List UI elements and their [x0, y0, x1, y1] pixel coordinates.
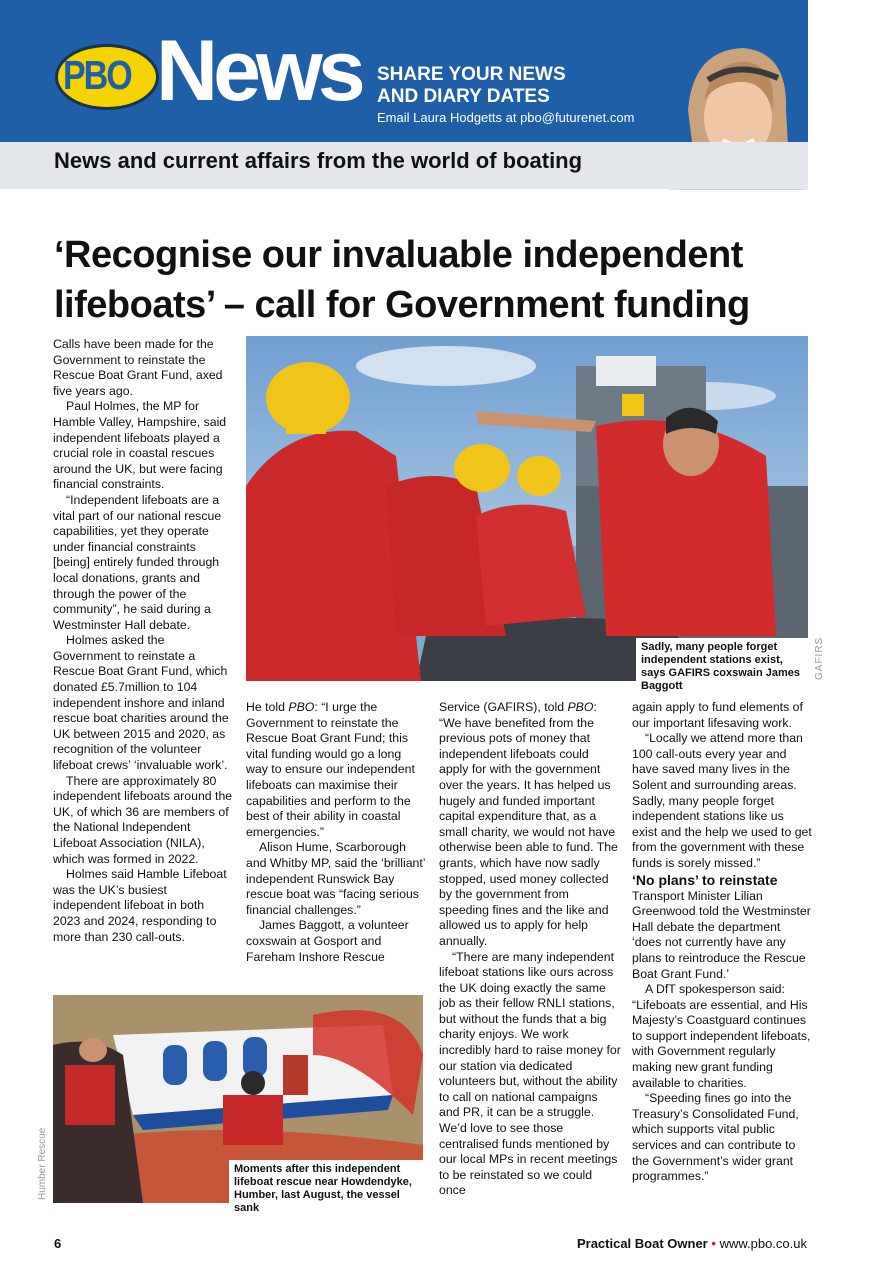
paragraph: He told PBO: “I urge the Government to reinstate the Rescue Boat Grant Fund; this vital funding would go a long way to ensure our independent lifeboats can maximise their capabilities and perform to the best of their ability in coastal emergencies.”	[246, 700, 415, 839]
contact-email: Email Laura Hodgetts at pbo@futurenet.com	[377, 110, 635, 125]
article-column-4	[632, 700, 812, 1185]
paragraph: James Baggott, a volunteer coxswain at Gosport and Fareham Inshore Rescue	[246, 918, 409, 964]
article-column-1	[53, 337, 233, 945]
strapline: News and current affairs from the world of boating	[54, 148, 583, 173]
publication-name: Practical Boat Owner	[576, 1236, 708, 1251]
page-footer	[577, 1236, 807, 1251]
paragraph: Service (GAFIRS), told PBO: “We have benefited from the previous pots of money that independent lifeboats could apply for with the government over the years. It has helped us hugely and funded important capital expenditure that, as a small charity, we would not have otherwise been able to fund. The grants, which have now sadly stopped, used money collected by the government from speeding fines and the like and allowed us to apply for help annually.	[439, 700, 618, 948]
headline-line1: ‘Recognise our invaluable independent	[54, 234, 743, 276]
paragraph: “There are many independent lifeboat stations like ours across the UK doing exactly the same job as their fellow RNLI stations, but without the funds that a big charity enjoys. We work incredibly hard to raise money for our station via dedicated volunteers but, without the ability to call on national campaigns and PR, it can be a struggle. We’d love to see those centralised funds mentioned by our local MPs in recent meetings to be reinstated so we could once	[439, 949, 621, 1198]
main-photo-credit: GAFIRS	[814, 636, 825, 680]
paragraph: Transport Minister Lilian Greenwood told the Westminster Hall debate the department ‘does not currently have any plans to reintroduce the Rescue Boat Grant Fund.’	[632, 888, 811, 981]
footer-separator: •	[711, 1236, 716, 1251]
paragraph: A DfT spokesperson said: “Lifeboats are essential, and His Majesty’s Coastguard continues to support independent lifeboats, with Government regularly making new grant funding available to charities.	[632, 982, 811, 1090]
pbo-logo-text: PBO	[63, 53, 131, 99]
paragraph: Holmes asked the Government to reinstate a Rescue Boat Grant Fund, which donated £5.7million to 104 independent inshore and inland rescue boat charities around the UK between 2015 and 2020, as recognition of the volunteer lifeboat crews’ ‘invaluable work’.	[53, 633, 229, 773]
article-column-2	[246, 700, 426, 965]
news-title: News	[156, 23, 361, 119]
second-photo-credit: Humber Rescue	[37, 1127, 48, 1200]
page-number: 6	[54, 1236, 62, 1251]
paragraph: “Independent lifeboats are a vital part of our national rescue capabilities, yet they operate under financial constraints [being] entirely funded through local donations, grants and through the power of the community”, he said during a Westminster Hall debate.	[53, 492, 222, 632]
paragraph: There are approximately 80 independent lifeboats around the UK, of which 36 are members of the National Independent Lifeboat Association (NILA), which was formed in 2022.	[53, 773, 233, 866]
paragraph: “Speeding fines go into the Treasury’s Consolidated Fund, which supports vital public services and can contribute to the Government’s wider grant programmes.”	[632, 1091, 799, 1184]
headline-line2: lifeboats’ – call for Government funding	[54, 284, 750, 326]
share-news-line2: AND DIARY DATES	[377, 86, 550, 107]
paragraph: Alison Hume, Scarborough and Whitby MP, said the ‘brilliant’ independent Runswick Bay rescue boat was “facing serious financial challenges.”	[246, 840, 426, 917]
share-news-line1: SHARE YOUR NEWS	[377, 64, 566, 85]
main-photo-lifeboat-crew	[246, 336, 808, 681]
paragraph: Holmes said Hamble Lifeboat was the UK’s busiest independent lifeboat in both 2023 and 2024, responding to more than 230 call-outs.	[53, 867, 227, 944]
paragraph: Paul Holmes, the MP for Hamble Valley, Hampshire, said independent lifeboats played a crucial role in coastal rescues around the UK, but were facing financial constraints.	[53, 399, 227, 492]
paragraph: Calls have been made for the Government to reinstate the Rescue Boat Grant Fund, axed five years ago.	[53, 337, 223, 398]
paragraph: “Locally we attend more than 100 call-outs every year and have saved many lives in the Solent and surrounding areas. Sadly, many people forget independent stations like us exist and the help we used to get from the government with these funds is sorely missed.”	[632, 731, 812, 870]
main-photo-caption: Sadly, many people forget independent stations exist, says GAFIRS coxswain James Baggott	[636, 638, 813, 696]
paragraph: again apply to fund elements of our important lifesaving work.	[632, 700, 803, 730]
website-link[interactable]: www.pbo.co.uk	[719, 1236, 807, 1251]
second-photo-caption: Moments after this independent lifeboat rescue near Howdendyke, Humber, last August, the vessel sank	[229, 1160, 427, 1218]
subheading: ‘No plans’ to reinstate	[632, 871, 778, 888]
article-column-3	[439, 700, 621, 1199]
